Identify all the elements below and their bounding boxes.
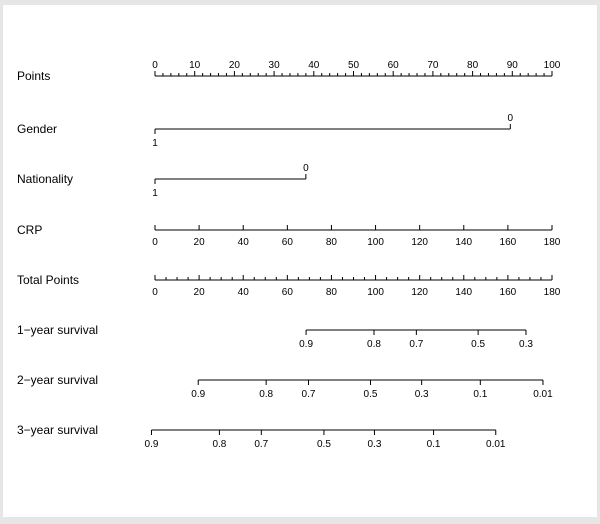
points-tick-label: 30 bbox=[268, 60, 280, 71]
row-label-total-points: Total Points bbox=[17, 273, 80, 287]
row-label-2-year-survival: 2−year survival bbox=[17, 373, 99, 387]
2-year-survival-tick-label: 0.5 bbox=[363, 389, 378, 400]
3-year-survival-tick-label: 0.5 bbox=[316, 439, 331, 450]
2-year-survival-tick-label: 0.7 bbox=[301, 389, 316, 400]
row-label-crp: CRP bbox=[17, 223, 43, 237]
row-label-nationality: Nationality bbox=[17, 172, 74, 186]
crp-tick-label: 120 bbox=[411, 237, 429, 248]
nomogram-marks bbox=[17, 60, 561, 450]
2-year-survival-tick-label: 0.01 bbox=[533, 389, 553, 400]
row-label-gender: Gender bbox=[17, 122, 58, 136]
crp-tick-label: 60 bbox=[281, 237, 293, 248]
points-tick-label: 70 bbox=[427, 60, 439, 71]
points-tick-label: 10 bbox=[189, 60, 201, 71]
points-tick-label: 100 bbox=[543, 60, 561, 71]
row-label-points: Points bbox=[17, 69, 51, 83]
total-points-tick-label: 40 bbox=[237, 287, 249, 298]
points-tick-label: 90 bbox=[506, 60, 518, 71]
crp-tick-label: 20 bbox=[193, 237, 205, 248]
2-year-survival-tick-label: 0.1 bbox=[473, 389, 488, 400]
row-label-3-year-survival: 3−year survival bbox=[17, 423, 99, 437]
2-year-survival-tick-label: 0.8 bbox=[259, 389, 274, 400]
1-year-survival-tick-label: 0.8 bbox=[367, 339, 381, 350]
total-points-tick-label: 60 bbox=[281, 287, 293, 298]
crp-tick-label: 80 bbox=[325, 237, 338, 248]
crp-tick-label: 160 bbox=[499, 237, 517, 248]
2-year-survival-tick-label: 0.9 bbox=[191, 389, 206, 400]
3-year-survival-tick-label: 0.3 bbox=[367, 439, 382, 450]
gender-category-label: 1 bbox=[152, 138, 158, 149]
points-tick-label: 40 bbox=[308, 60, 320, 71]
3-year-survival-tick-label: 0.7 bbox=[254, 439, 269, 450]
nationality-category-label: 1 bbox=[152, 188, 158, 199]
nomogram-chart bbox=[3, 5, 597, 517]
points-tick-label: 20 bbox=[228, 60, 240, 71]
total-points-tick-label: 0 bbox=[152, 287, 158, 298]
total-points-tick-label: 140 bbox=[455, 287, 473, 298]
total-points-tick-label: 180 bbox=[543, 287, 561, 298]
points-tick-label: 50 bbox=[347, 60, 360, 71]
crp-tick-label: 40 bbox=[237, 237, 249, 248]
crp-tick-label: 140 bbox=[455, 237, 473, 248]
crp-tick-label: 100 bbox=[367, 237, 384, 248]
points-tick-label: 0 bbox=[152, 60, 158, 71]
points-tick-label: 60 bbox=[387, 60, 399, 71]
points-tick-label: 80 bbox=[467, 60, 479, 71]
3-year-survival-tick-label: 0.01 bbox=[486, 439, 506, 450]
3-year-survival-tick-label: 0.1 bbox=[426, 439, 441, 450]
2-year-survival-tick-label: 0.3 bbox=[414, 389, 429, 400]
crp-tick-label: 0 bbox=[152, 237, 158, 248]
1-year-survival-tick-label: 0.5 bbox=[471, 339, 486, 350]
crp-tick-label: 180 bbox=[543, 237, 561, 248]
total-points-tick-label: 100 bbox=[367, 287, 384, 298]
row-label-1-year-survival: 1−year survival bbox=[17, 323, 99, 337]
total-points-tick-label: 20 bbox=[193, 287, 205, 298]
1-year-survival-tick-label: 0.3 bbox=[519, 339, 533, 350]
watermark-text: 知乎 @海航生态圈 bbox=[464, 492, 581, 508]
1-year-survival-tick-label: 0.9 bbox=[299, 339, 314, 350]
total-points-tick-label: 80 bbox=[325, 287, 338, 298]
chart-frame bbox=[3, 5, 597, 517]
total-points-tick-label: 160 bbox=[499, 287, 517, 298]
1-year-survival-tick-label: 0.7 bbox=[409, 339, 424, 350]
nationality-category-label: 0 bbox=[303, 163, 309, 174]
total-points-tick-label: 120 bbox=[411, 287, 429, 298]
gender-category-label: 0 bbox=[507, 113, 514, 124]
3-year-survival-tick-label: 0.8 bbox=[212, 439, 227, 450]
3-year-survival-tick-label: 0.9 bbox=[144, 439, 159, 450]
